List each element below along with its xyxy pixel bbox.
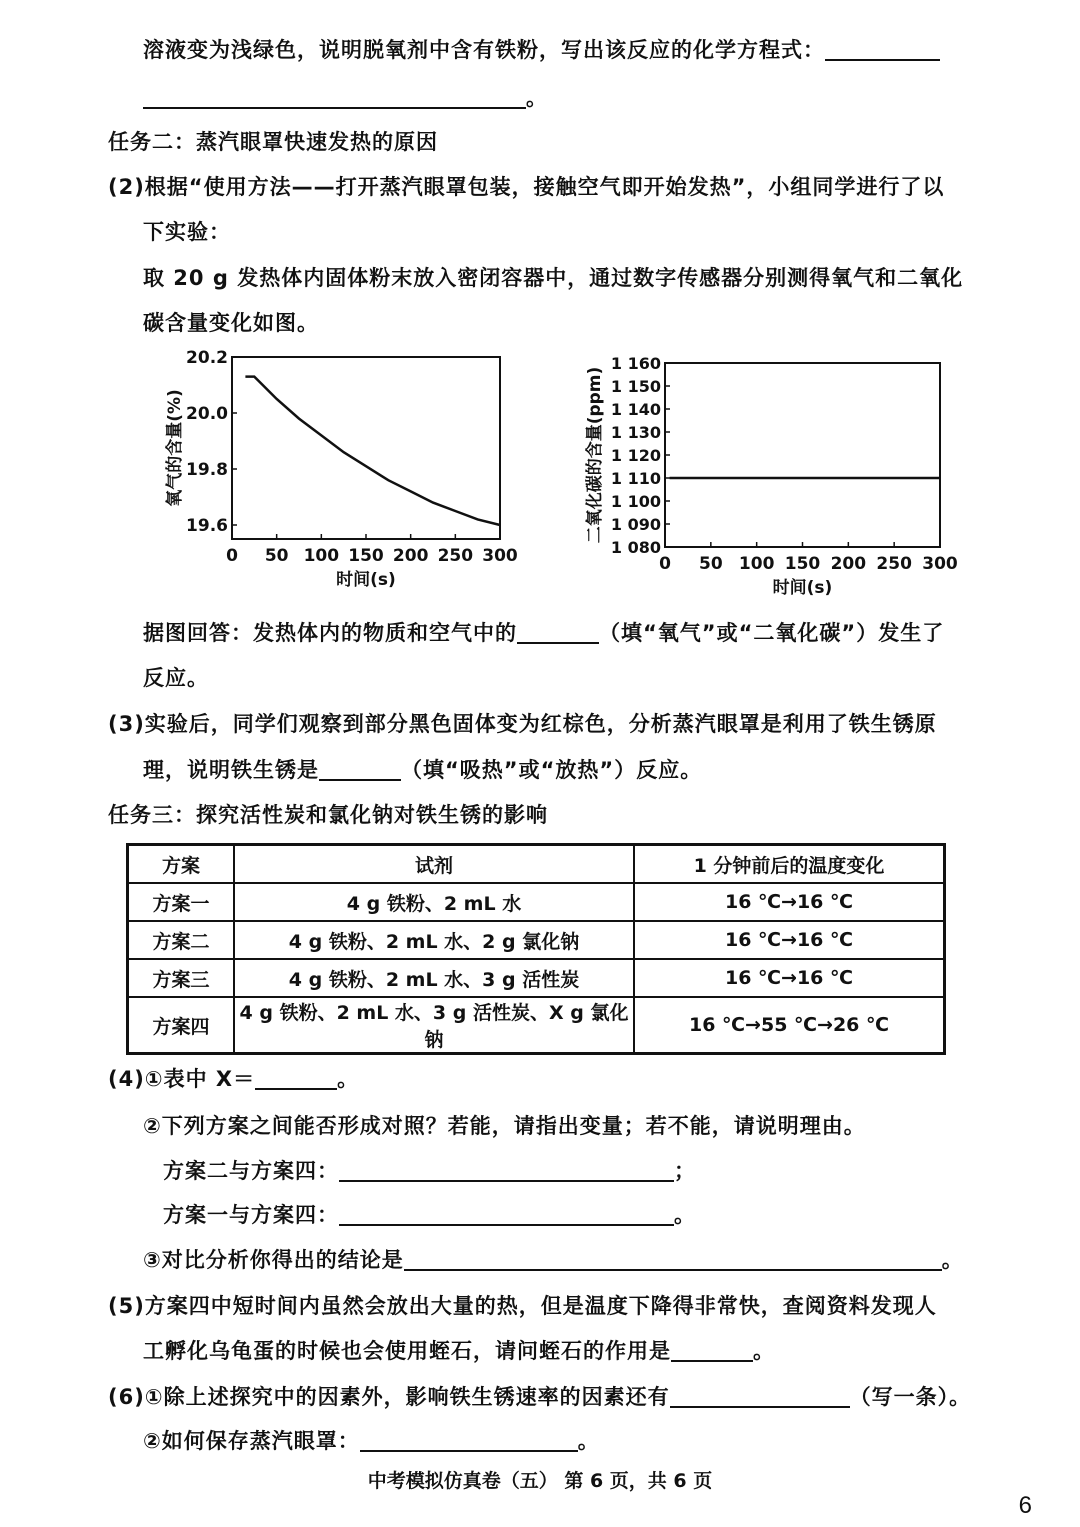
y-tick-label: 1 130 [610, 423, 661, 442]
q3-line-a: (3)实验后，同学们观察到部分黑色固体变为红棕色，分析蒸汽眼罩是利用了铁生锈原 [108, 712, 937, 736]
x-tick-label: 0 [226, 546, 238, 566]
answer-blank-equation[interactable] [825, 37, 940, 61]
oxygen-chart-svg [150, 345, 520, 595]
y-tick-label: 1 100 [610, 492, 661, 511]
experiment-table [126, 843, 946, 1055]
table-header-row [128, 845, 945, 884]
table-row: 方案三 4 g 铁粉、2 mL 水、3 g 活性炭 16 ℃→16 ℃ [128, 959, 945, 997]
q2-line-b: 下实验： [143, 220, 231, 244]
x-axis-label: 时间(s) [336, 570, 396, 590]
x-tick-label: 150 [784, 554, 821, 574]
task2-heading: 任务二：蒸汽眼罩快速发热的原因 [108, 130, 438, 154]
y-tick-label: 20.0 [186, 404, 228, 424]
answer-blank-vermiculite[interactable] [671, 1338, 753, 1362]
table-row: 方案一 4 g 铁粉、2 mL 水 16 ℃→16 ℃ [128, 883, 945, 921]
answer-blank-factor[interactable] [670, 1384, 850, 1408]
table-row: 方案二 4 g 铁粉、2 mL 水、2 g 氯化钠 16 ℃→16 ℃ [128, 921, 945, 959]
x-tick-label: 150 [348, 546, 384, 566]
answer-line-2: 反应。 [143, 666, 209, 690]
y-tick-label: 19.8 [186, 460, 228, 480]
page-number: 6 [1018, 1492, 1032, 1519]
oxygen-chart [150, 345, 520, 599]
task3-heading: 任务三：探究活性炭和氯化钠对铁生锈的影响 [108, 803, 548, 827]
q4-line-d: 方案一与方案四： 。 [163, 1203, 696, 1227]
q4-line-a: (4)①表中 X＝ 。 [108, 1067, 360, 1091]
q2-line-c: 取 20 g 发热体内固体粉末放入密闭容器中，通过数字传感器分别测得氧气和二氧化 [143, 266, 964, 290]
q5-line-b: 工孵化乌龟蛋的时候也会使用蛭石，请问蛭石的作用是 。 [143, 1339, 775, 1363]
x-tick-label: 0 [659, 554, 671, 574]
y-tick-label: 1 120 [610, 446, 661, 465]
x-tick-label: 300 [922, 554, 958, 574]
y-tick-label: 1 080 [610, 538, 661, 557]
q2-line-d: 碳含量变化如图。 [143, 311, 319, 335]
question-line-2: 。 [143, 82, 548, 112]
x-tick-label: 50 [698, 554, 723, 574]
y-tick-label: 1 090 [610, 515, 661, 534]
answer-line: 据图回答：发热体内的物质和空气中的 （填“氧气”或“二氧化碳”）发生了 [143, 621, 945, 645]
x-axis-label: 时间(s) [772, 578, 833, 598]
answer-blank-plan2-4[interactable] [339, 1158, 674, 1182]
page-footer: 中考模拟仿真卷（五） 第 6 页，共 6 页 [367, 1470, 713, 1492]
x-tick-label: 100 [303, 546, 340, 566]
y-tick-label: 19.6 [186, 516, 228, 536]
header-plan: 方案 [128, 845, 235, 884]
plot-frame [665, 363, 940, 547]
y-tick-label: 1 110 [610, 469, 661, 488]
series-line [245, 377, 500, 525]
co2-chart [580, 345, 960, 604]
q6-line-b: ②如何保存蒸汽眼罩： 。 [143, 1429, 600, 1453]
header-temperature: 1 分钟前后的温度变化 [634, 845, 945, 884]
x-tick-label: 50 [264, 546, 289, 566]
y-tick-label: 1 160 [610, 354, 661, 373]
answer-blank-conclusion[interactable] [404, 1247, 942, 1271]
answer-blank-plan1-4[interactable] [339, 1202, 674, 1226]
x-tick-label: 250 [876, 554, 912, 574]
y-axis-label: 二氧化碳的含量(ppm) [585, 366, 605, 544]
q6-line-a: (6)①除上述探究中的因素外，影响铁生锈速率的因素还有 （写一条）。 [108, 1385, 972, 1409]
co2-chart-svg [580, 345, 960, 600]
q3-line-b: 理，说明铁生锈是 （填“吸热”或“放热”）反应。 [143, 758, 703, 782]
answer-blank-x[interactable] [255, 1066, 337, 1090]
table-row: 方案四 4 g 铁粉、2 mL 水、3 g 活性炭、X g 氯化钠 16 ℃→55 ℃→26 ℃ [128, 997, 945, 1054]
answer-blank-heat[interactable] [319, 757, 401, 781]
answer-blank-equation-cont[interactable] [143, 85, 526, 109]
q4-line-b: ②下列方案之间能否形成对照？若能，请指出变量；若不能，请说明理由。 [143, 1114, 866, 1138]
q5-line-a: (5)方案四中短时间内虽然会放出大量的热，但是温度下降得非常快，查阅资料发现人 [108, 1294, 937, 1318]
q4-line-c: 方案二与方案四： ； [163, 1159, 696, 1183]
q2-line-a: (2)根据“使用方法——打开蒸汽眼罩包装，接触空气即开始发热”，小组同学进行了以 [108, 175, 945, 199]
q1-text: 溶液变为浅绿色，说明脱氧剂中含有铁粉，写出该反应的化学方程式： [143, 38, 825, 62]
answer-blank-storage[interactable] [360, 1428, 578, 1452]
x-tick-label: 100 [738, 554, 775, 574]
x-tick-label: 200 [392, 546, 429, 566]
question-line-1 [143, 34, 940, 64]
x-tick-label: 300 [482, 546, 518, 566]
y-tick-label: 20.2 [186, 348, 228, 368]
y-tick-label: 1 150 [610, 377, 661, 396]
x-tick-label: 250 [437, 546, 474, 566]
x-tick-label: 200 [830, 554, 867, 574]
header-reagent: 试剂 [234, 845, 634, 884]
q4-line-e: ③对比分析你得出的结论是 。 [143, 1248, 964, 1272]
answer-blank-gas[interactable] [517, 620, 599, 644]
y-axis-label: 氧气的含量(%) [165, 389, 185, 507]
y-tick-label: 1 140 [610, 400, 661, 419]
